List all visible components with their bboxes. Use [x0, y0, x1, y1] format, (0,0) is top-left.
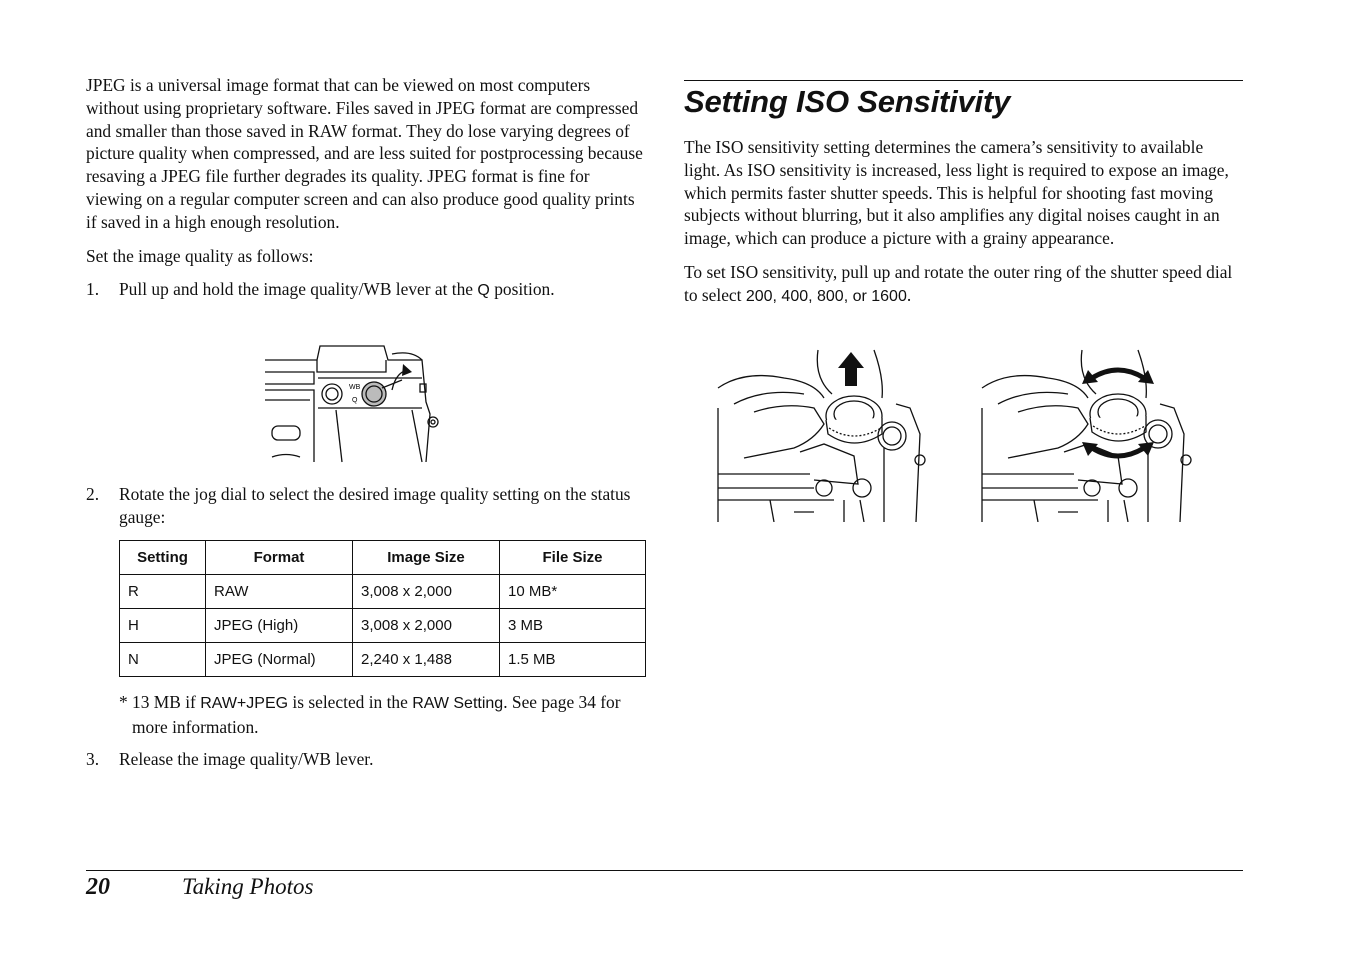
wb-label: WB — [349, 384, 361, 391]
iso-instruction-text-a: To set ISO sensitivity, pull up and rotate the outer ring of the shutter speed dial to select — [684, 261, 1233, 305]
rotate-dial-illustration — [978, 348, 1200, 522]
jpeg-intro-paragraph: JPEG is a universal image format that can be viewed on most computers without using proprietary software. Files saved in JPEG format are compressed and smaller than those saved in RAW format. They do lose varying degrees of picture quality when compressed, and are less suited for postprocessing because resaving a JPEG file further degrades its quality. JPEG format is fine for viewing on a regular computer screen and can also produce good quality prints if saved in a high enough resolution. — [86, 75, 643, 232]
cell-format: RAW — [206, 575, 353, 609]
step-1-text-a: Pull up and hold the image quality/WB lever at the — [119, 279, 474, 300]
table-row — [120, 575, 646, 609]
step-2-text: Rotate the jog dial to select the desired image quality setting on the status gauge: — [119, 484, 631, 527]
cell-setting: N — [120, 643, 206, 677]
cell-image-size: 3,008 x 2,000 — [353, 575, 500, 609]
set-quality-text: Set the image quality as follows: — [86, 245, 314, 266]
header-setting: Setting — [120, 541, 206, 575]
step-1-text-b: position. — [494, 279, 555, 300]
header-file-size: File Size — [500, 541, 646, 575]
cell-file-size: 1.5 MB — [500, 643, 646, 677]
footnote-raw-setting: RAW Setting — [412, 695, 504, 712]
q-label: Q — [352, 397, 358, 404]
step-3-text: Release the image quality/WB lever. — [119, 749, 374, 769]
header-image-size: Image Size — [353, 541, 500, 575]
footnote-text-a: * 13 MB if — [119, 692, 196, 712]
right-column — [684, 80, 1243, 320]
cell-format: JPEG (Normal) — [206, 643, 353, 677]
table-footnote — [119, 691, 645, 739]
table-row — [120, 643, 646, 677]
footer-rule — [86, 870, 1243, 871]
table-header-row — [120, 541, 646, 575]
cell-image-size: 2,240 x 1,488 — [353, 643, 500, 677]
iso-paragraph: The ISO sensitivity setting determines the camera’s sensitivity to available light. As ISO sensitivity is increased, less light is required to expose an image, which permits faster shutter speeds. This is helpful for shooting fast moving subjects without blurring, but it also amplifies any digital noises caught in an image, which can produce a picture with a grainy appearance. — [684, 137, 1229, 249]
step-1-number: 1. — [86, 279, 100, 300]
cell-format: JPEG (High) — [206, 609, 353, 643]
cell-image-size: 3,008 x 2,000 — [353, 609, 500, 643]
section-heading: Setting ISO Sensitivity — [684, 84, 1011, 119]
step-2-number: 2. — [86, 484, 100, 504]
step-2 — [86, 483, 644, 529]
left-column — [86, 72, 644, 303]
footnote-text-c: . See page 34 for more information. — [132, 692, 621, 737]
cell-setting: R — [120, 575, 206, 609]
step-3-number: 3. — [86, 749, 100, 769]
header-format: Format — [206, 541, 353, 575]
q-symbol: Q — [477, 282, 490, 300]
cell-file-size: 3 MB — [500, 609, 646, 643]
wb-lever-illustration — [262, 342, 442, 464]
pull-up-dial-illustration — [714, 348, 934, 522]
iso-instruction-text-b: . — [906, 284, 912, 305]
footnote-text-b: is selected in the — [292, 692, 408, 712]
step-3 — [86, 748, 644, 771]
image-quality-table — [119, 540, 646, 677]
cell-setting: H — [120, 609, 206, 643]
table-row — [120, 609, 646, 643]
page-number: 20 — [86, 874, 110, 900]
iso-values: 200, 400, 800, or 1600 — [745, 287, 907, 305]
cell-file-size: 10 MB* — [500, 575, 646, 609]
step-1 — [86, 278, 644, 303]
section-title: Taking Photos — [182, 874, 314, 899]
iso-instruction — [684, 261, 1243, 309]
footnote-raw-jpeg: RAW+JPEG — [200, 695, 289, 712]
